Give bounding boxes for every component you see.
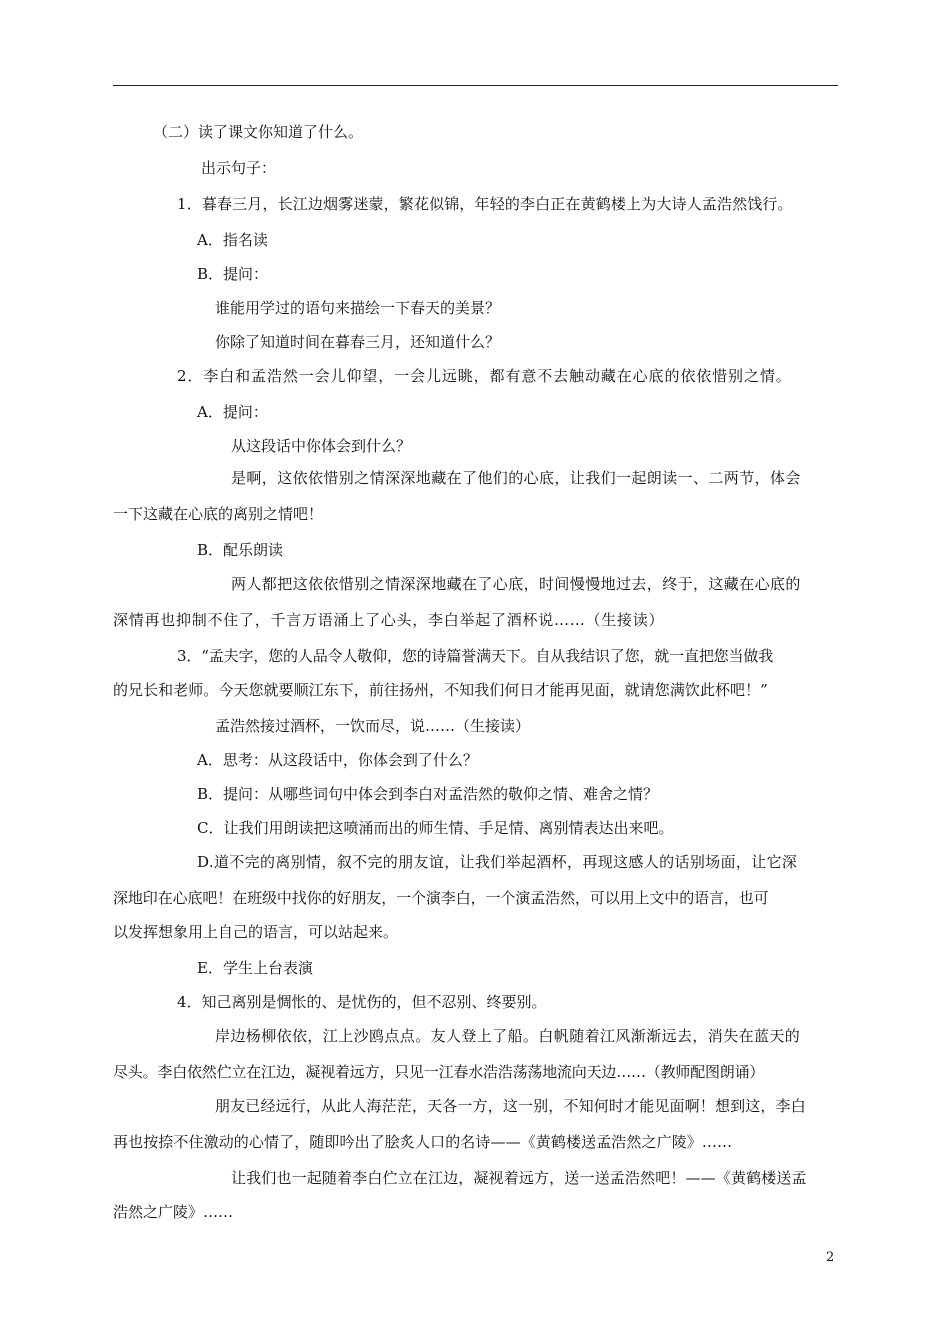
text-line: C．让我们用朗读把这喷涌而出的师生情、手足情、离别情表达出来吧。 bbox=[197, 819, 674, 837]
text-line: 谁能用学过的语句来描绘一下春天的美景？ bbox=[215, 299, 501, 317]
text-line: 从这段话中你体会到什么？ bbox=[231, 437, 412, 455]
text-line: 再也按捺不住激动的心情了，随即吟出了脍炙人口的名诗——《黄鹤楼送孟浩然之广陵》…… bbox=[113, 1133, 733, 1151]
text-line: 1．暮春三月，长江边烟雾迷蒙，繁花似锦，年轻的李白正在黄鹤楼上为大诗人孟浩然饯行。 bbox=[177, 195, 793, 213]
text-line: B．配乐朗读 bbox=[197, 541, 284, 559]
text-line: 你除了知道时间在暮春三月，还知道什么？ bbox=[215, 333, 501, 351]
text-line: 让我们也一起随着李白伫立在江边，凝视着远方，送一送孟浩然吧！——《黄鹤楼送孟 bbox=[231, 1169, 807, 1187]
text-line: 2．李白和孟浩然一会儿仰望，一会儿远眺，都有意不去触动藏在心底的依依惜别之情。 bbox=[177, 367, 792, 385]
text-line: 深情再也抑制不住了，千言万语涌上了心头，李白举起了酒杯说……（生接读） bbox=[113, 611, 665, 629]
page-number: 2 bbox=[826, 1250, 835, 1265]
text-line: A．指名读 bbox=[197, 231, 268, 249]
text-line: 岸边杨柳依依，江上沙鸥点点。友人登上了船。白帆随着江风渐渐远去，消失在蓝天的 bbox=[215, 1027, 801, 1045]
text-line: E．学生上台表演 bbox=[197, 959, 313, 977]
text-line: 朋友已经远行，从此人海茫茫，天各一方，这一别，不知何时才能见面啊！想到这，李白 bbox=[215, 1097, 806, 1115]
section-heading: （二）读了课文你知道了什么。 bbox=[153, 123, 364, 141]
text-line: 以发挥想象用上自己的语言，可以站起来。 bbox=[113, 923, 399, 941]
header-rule bbox=[113, 85, 838, 86]
text-line: B．提问： bbox=[197, 265, 269, 283]
text-line: A．提问： bbox=[197, 403, 268, 421]
text-line: 两人都把这依依惜别之情深深地藏在了心底，时间慢慢地过去，终于，这藏在心底的 bbox=[231, 575, 801, 593]
text-line: 浩然之广陵》…… bbox=[113, 1203, 234, 1221]
text-line: 的兄长和老师。今天您就要顺江东下，前往扬州，不知我们何日才能再见面，就请您满饮此杯吧！” bbox=[113, 681, 768, 699]
text-line: 4．知己离别是惆怅的、是忧伤的，但不忍别、终要别。 bbox=[177, 993, 547, 1011]
text-line: B．提问：从哪些词句中体会到李白对孟浩然的敬仰之情、难舍之情？ bbox=[197, 785, 659, 803]
text-line: 一下这藏在心底的离别之情吧！ bbox=[113, 505, 324, 523]
text-line: 出示句子： bbox=[201, 159, 277, 177]
text-line: 是啊，这依依惜别之情深深地藏在了他们的心底，让我们一起朗读一、二两节，体会 bbox=[231, 469, 801, 487]
text-line: 3．“孟夫字，您的人品令人敬仰，您的诗篇誉满天下。自从我结识了您，就一直把您当做我 bbox=[177, 647, 774, 665]
text-line: A．思考：从这段话中，你体会到了什么？ bbox=[197, 751, 478, 769]
text-line: 深地印在心底吧！在班级中找你的好朋友，一个演李白，一个演孟浩然，可以用上文中的语言，也可 bbox=[113, 889, 769, 907]
text-line: 尽头。李白依然伫立在江边，凝视着远方，只见一江春水浩浩荡荡地流向天边……（教师配图朗诵） bbox=[113, 1063, 765, 1081]
text-line: 孟浩然接过酒杯，一饮而尽，说……（生接读） bbox=[215, 717, 531, 735]
text-line: D.道不完的离别情，叙不完的朋友谊，让我们举起酒杯，再现这感人的话别场面，让它深 bbox=[197, 853, 798, 871]
